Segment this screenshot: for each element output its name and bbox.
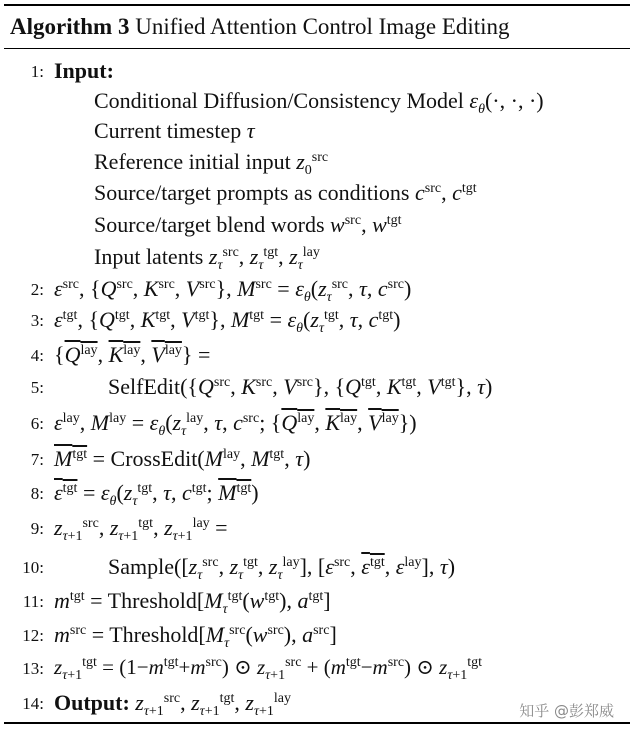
watermark: 知乎 @彭郑威 — [519, 702, 614, 720]
line-number: 13: — [22, 659, 44, 678]
line-number: 7: — [30, 450, 44, 469]
algorithm-label: Algorithm 3 — [10, 14, 130, 39]
bottom-rule — [4, 722, 630, 724]
line-number: 3: — [30, 311, 44, 330]
algorithm-title — [10, 14, 510, 40]
line-number: 14: — [22, 694, 44, 713]
input-keyword: Input: — [54, 58, 114, 83]
algorithm-name: Unified Attention Control Image Editing — [135, 14, 510, 39]
title-rule — [4, 48, 630, 49]
line-number: 5: — [30, 378, 44, 397]
line-number: 2: — [30, 280, 44, 299]
line-number: 9: — [30, 519, 44, 538]
line-number: 12: — [22, 626, 44, 645]
top-rule — [4, 4, 630, 6]
line-number: 8: — [30, 484, 44, 503]
line-number: 10: — [22, 558, 44, 577]
line-number: 4: — [30, 346, 44, 365]
line-number: 6: — [30, 414, 44, 433]
line-number: 1: — [30, 62, 44, 81]
line-number: 11: — [22, 592, 44, 611]
